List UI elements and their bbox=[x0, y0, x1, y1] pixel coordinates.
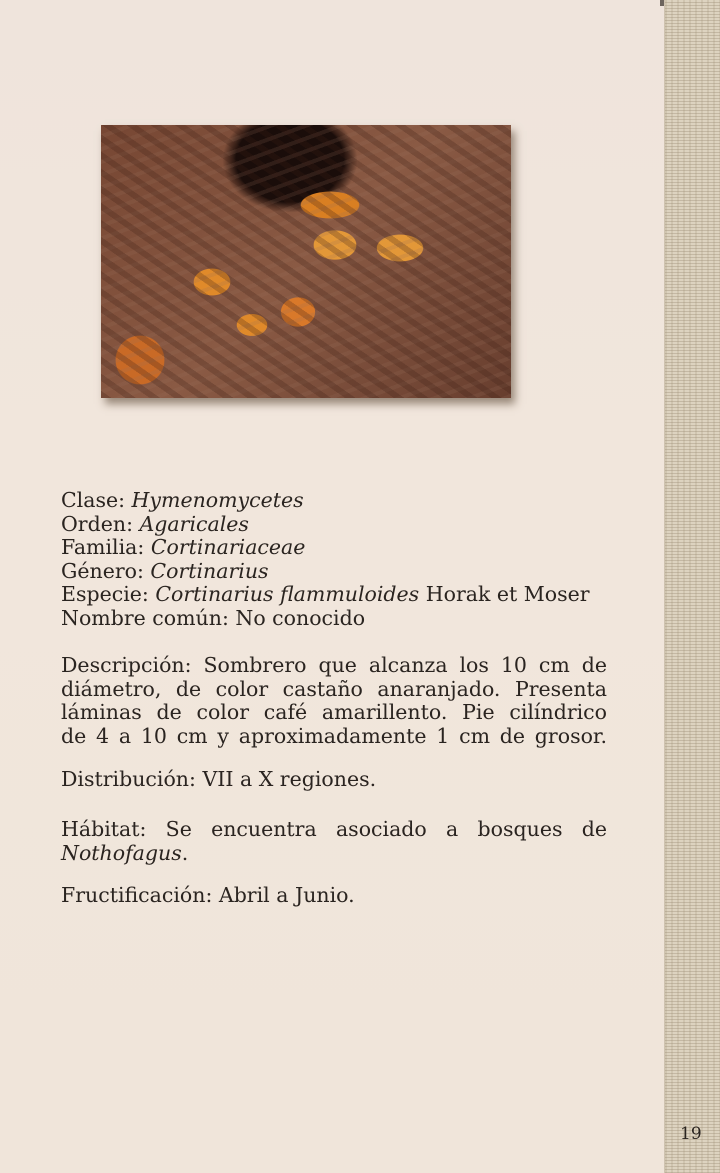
description-paragraph: Descripción: Sombrero que alcanza los 10 cm de diámetro, de color castaño anaranjado. Presenta láminas de color café amarillento. Pie cilíndrico de 4 a 10 cm y aproximadamente 1 cm de grosor. bbox=[61, 653, 607, 748]
fructification-paragraph: Fructificación: Abril a Junio. bbox=[61, 883, 355, 907]
especie-line: Especie: Cortinarius flammuloides Horak et Moser bbox=[61, 582, 590, 606]
page-edge-texture bbox=[664, 0, 720, 1173]
nombre-comun-value: No conocido bbox=[235, 605, 366, 630]
orden-value: Agaricales bbox=[139, 511, 249, 536]
page-number: 19 bbox=[680, 1124, 702, 1144]
nombre-comun-line: Nombre común: No conocido bbox=[61, 605, 366, 630]
mushroom-photo bbox=[101, 125, 511, 398]
habitat-paragraph: Hábitat: Se encuentra asociado a bosques de Nothofagus. bbox=[61, 817, 607, 865]
especie-value: Cortinarius flammuloides bbox=[155, 582, 420, 606]
clase-value: Hymenomycetes bbox=[131, 488, 304, 512]
habitat-genus: Nothofagus bbox=[61, 840, 182, 865]
familia-line: Familia: Cortinariaceae bbox=[61, 535, 306, 559]
orden-line: Orden: Agaricales bbox=[61, 511, 249, 536]
distribution-paragraph: Distribución: VII a X regiones. bbox=[61, 767, 377, 791]
clase-line: Clase: Hymenomycetes bbox=[61, 488, 304, 512]
familia-value: Cortinariaceae bbox=[150, 535, 306, 559]
especie-author: Horak et Moser bbox=[419, 582, 590, 606]
genero-line: Género: Cortinarius bbox=[61, 558, 269, 583]
genero-value: Cortinarius bbox=[150, 558, 269, 583]
photo-image-icon bbox=[101, 125, 511, 398]
taxonomy-block bbox=[61, 489, 607, 630]
